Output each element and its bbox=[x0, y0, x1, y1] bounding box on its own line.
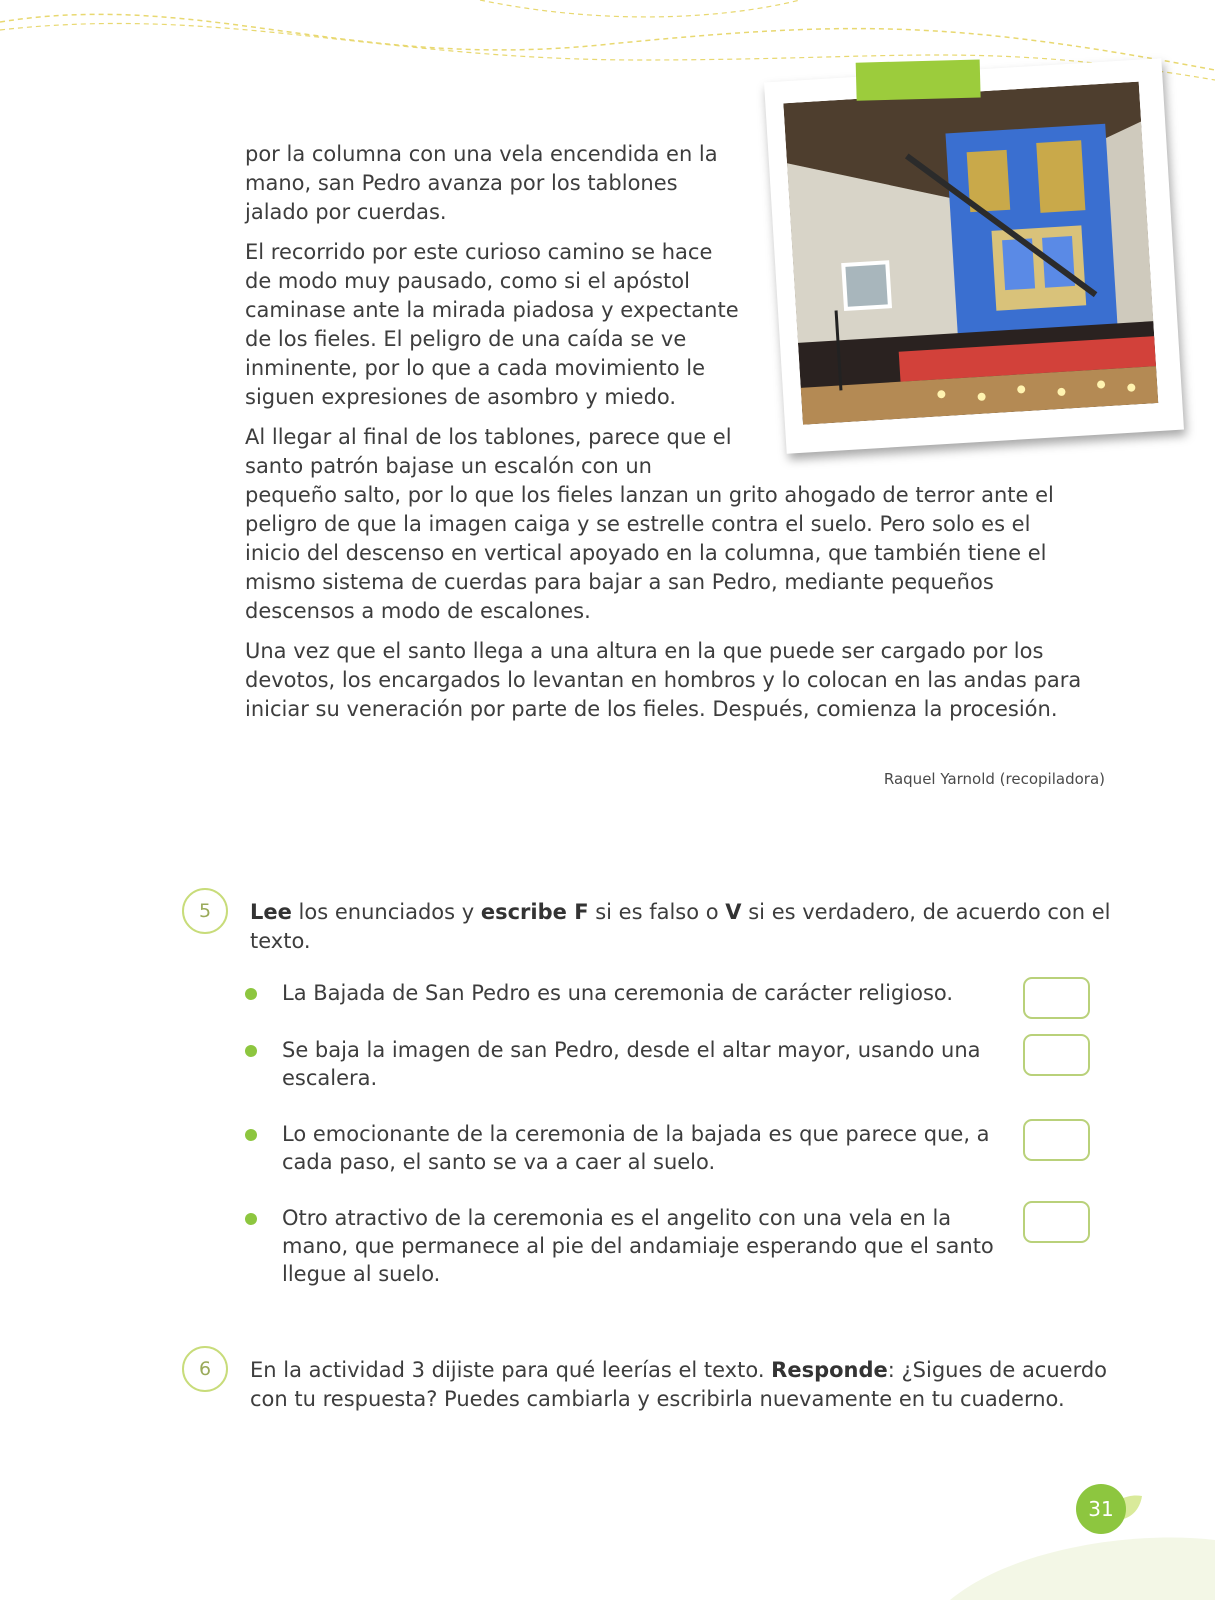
answer-box-1[interactable] bbox=[1023, 977, 1090, 1019]
bullet-dot-icon bbox=[245, 988, 257, 1000]
paragraph: Una vez que el santo llega a una altura en la que puede ser cargado por los devotos, los encargados lo levantan en hombros y lo colocan en las andas para iniciar su veneración por parte de los fieles. Después, comienza la procesión. bbox=[245, 639, 1082, 721]
decorative-curve bbox=[950, 1530, 1215, 1600]
answer-box-3[interactable] bbox=[1023, 1119, 1090, 1161]
reading-text bbox=[245, 140, 1085, 735]
answer-box-2[interactable] bbox=[1023, 1034, 1090, 1076]
author-credit: Raquel Yarnold (recopiladora) bbox=[883, 770, 1105, 788]
paragraph: El recorrido por este curioso camino se hace de modo muy pausado, como si el apóstol caminase ante la mirada piadosa y expectante de los fieles. El peligro de una caída se ve inminente, por lo que a cada movimiento le siguen expresiones de asombro y miedo. bbox=[245, 240, 739, 409]
activity-number: 5 bbox=[182, 888, 228, 934]
bullet-dot-icon bbox=[245, 1045, 257, 1057]
paragraph: por la columna con una vela encendida en la mano, san Pedro avanza por los tablones jalado por cuerdas. bbox=[245, 142, 718, 224]
answer-box-4[interactable] bbox=[1023, 1201, 1090, 1243]
activity-5-instruction: Lee los enunciados y escribe F si es falso o V si es verdadero, de acuerdo con el texto. bbox=[250, 900, 1111, 953]
bullet-dot-icon bbox=[245, 1213, 257, 1225]
activity-6-instruction: En la actividad 3 dijiste para qué leerías el texto. Responde: ¿Sigues de acuerdo con tu respuesta? Puedes cambiarla y escribirla nuevamente en tu cuaderno. bbox=[250, 1358, 1108, 1411]
page-number: 31 bbox=[1076, 1484, 1126, 1534]
bullet-dot-icon bbox=[245, 1129, 257, 1141]
activity-number: 6 bbox=[182, 1346, 228, 1392]
paragraph: Al llegar al final de los tablones, parece que el santo patrón bajase un escalón con un pequeño salto, por lo que los fieles lanzan un grito ahogado de terror ante el peligro de que la imagen caiga y se estrelle contra el suelo. Pero solo es el inicio del descenso en vertical apoyado en la columna, que también tiene el mismo sistema de cuerdas para bajar a san Pedro, mediante pequeños descensos a modo de escalones. bbox=[245, 425, 1054, 623]
green-tape bbox=[856, 59, 981, 100]
